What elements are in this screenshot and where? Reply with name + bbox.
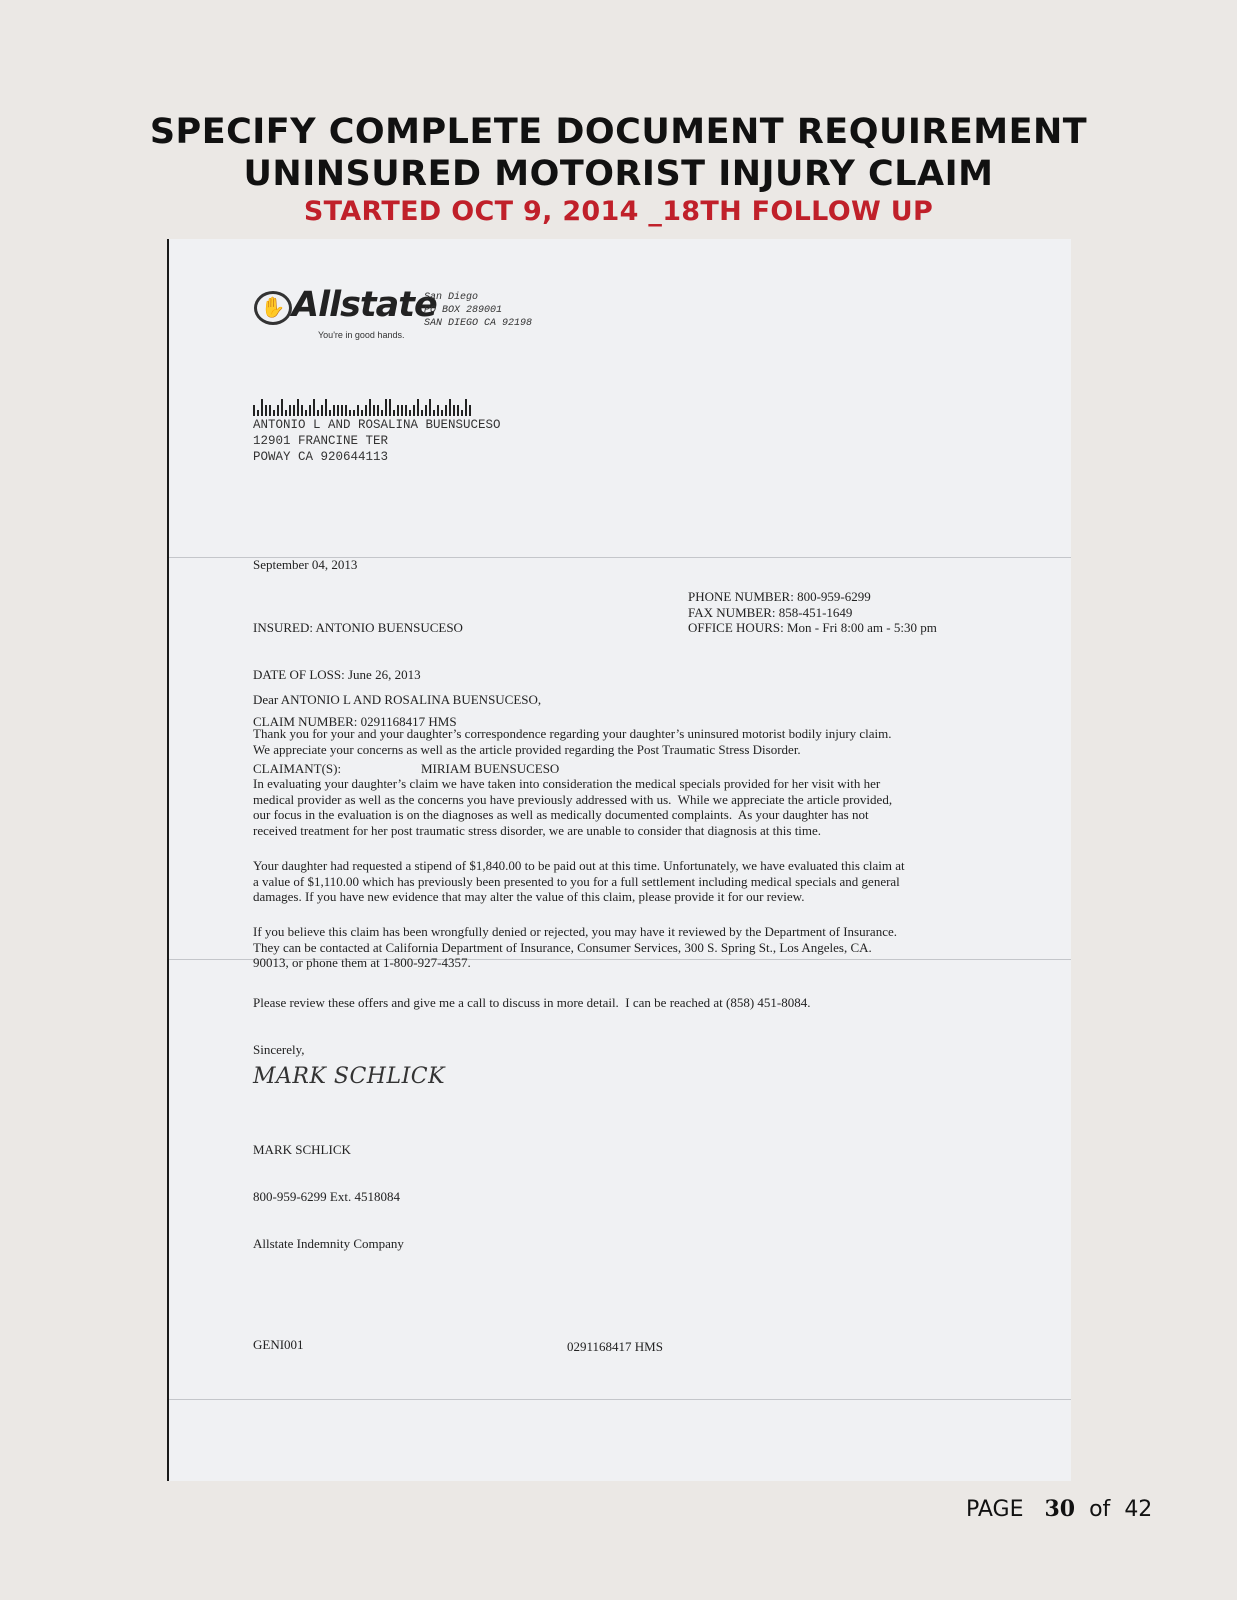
barcode-bar [289, 405, 291, 416]
closing: Sincerely, [253, 1042, 305, 1057]
barcode-bar [469, 405, 471, 416]
page-total: 42 [1124, 1497, 1153, 1522]
barcode-bar [373, 405, 375, 416]
barcode-bar [305, 410, 307, 416]
barcode-bar [445, 405, 447, 416]
office-address [424, 291, 532, 330]
barcode-bar [273, 410, 275, 416]
office-hours: OFFICE HOURS: Mon - Fri 8:00 am - 5:30 pm [688, 620, 937, 636]
fax-number: FAX NUMBER: 858-451-1649 [688, 604, 853, 620]
barcode-bar [465, 399, 467, 416]
barcode-bar [341, 405, 343, 416]
hands-logo-icon: ✋ [254, 291, 292, 325]
recipient-street: 12901 FRANCINE TER [253, 434, 389, 448]
barcode-bar [317, 410, 319, 416]
barcode-bar [389, 399, 391, 416]
barcode-bar [265, 405, 267, 416]
claim-number: CLAIM NUMBER: 0291168417 HMS [253, 713, 457, 729]
letter-date: September 04, 2013 [253, 557, 358, 572]
barcode-bar [449, 399, 451, 416]
allstate-letterhead [254, 285, 634, 351]
barcode-bar [433, 410, 435, 416]
page-label: PAGE [966, 1497, 1024, 1522]
barcode-bar [441, 410, 443, 416]
claimants-label: CLAIMANT(S): [253, 760, 342, 776]
barcode-bar [417, 399, 419, 416]
signer-block [253, 1111, 404, 1283]
footer-claim-reference: 0291168417 HMS [567, 1339, 663, 1354]
barcode-bar [253, 405, 255, 416]
barcode-bar [413, 405, 415, 416]
contact-details [688, 589, 937, 636]
handwritten-signature: MARK SCHLICK [253, 1064, 446, 1089]
barcode-bar [461, 410, 463, 416]
barcode-bar [285, 410, 287, 416]
barcode-bar [453, 405, 455, 416]
brand-tagline: You're in good hands. [318, 330, 405, 340]
recipient-address [253, 417, 501, 465]
body-paragraph-3: Your daughter had requested a stipend of $1,840.00 to be paid out at this time. Unfortunately, we have evaluated this claim at a value of $1,110.00 which has previously been presented to you for a full settlement including medical specials and general damages. If you have new evidence that may alter the value of this claim, please provide it for our review. [253, 858, 905, 905]
fold-line [169, 1399, 1071, 1400]
barcode-bar [281, 399, 283, 416]
barcode-bar [349, 410, 351, 416]
body-paragraph-2: In evaluating your daughter’s claim we have taken into consideration the medical specials provided for her visit with her medical provider as well as the concerns you have previously addressed with us. While we appreciate the article provided, our focus in the evaluation is on the diagnoses as well as medically documented complaints. As your daughter has not received treatment for her post traumatic stress disorder, we are unable to consider that diagnosis at this time. [253, 776, 893, 838]
body-paragraph-4: If you believe this claim has been wrongfully denied or rejected, you may have it reviewed by the Department of Insurance. They can be contacted at California Department of Insurance, Consumer Services, 300 S. Spring St., Los Angeles, CA. 90013, or phone them at 1-800-927-4357. [253, 924, 897, 971]
brand-name: Allstate [292, 285, 437, 325]
phone-number: PHONE NUMBER: 800-959-6299 [688, 589, 871, 604]
barcode-bar [385, 399, 387, 416]
barcode-bar [329, 410, 331, 416]
barcode-bar [401, 405, 403, 416]
barcode-bar [365, 405, 367, 416]
salutation: Dear ANTONIO L AND ROSALINA BUENSUCESO, [253, 692, 542, 707]
signer-phone: 800-959-6299 Ext. 4518084 [253, 1188, 400, 1204]
date-of-loss: DATE OF LOSS: June 26, 2013 [253, 666, 421, 682]
postal-barcode [253, 399, 471, 416]
barcode-bar [393, 410, 395, 416]
barcode-bar [437, 405, 439, 416]
body-paragraph-1: Thank you for your and your daughter’s correspondence regarding your daughter’s uninsured motorist bodily injury claim. We appreciate your concerns as well as the article provided regarding the Post Traumatic Stress Disorder. [253, 726, 892, 757]
barcode-bar [381, 410, 383, 416]
page-of-label: of [1089, 1497, 1111, 1522]
barcode-bar [277, 405, 279, 416]
page-current: 30 [1044, 1496, 1076, 1522]
barcode-bar [301, 405, 303, 416]
barcode-bar [353, 410, 355, 416]
recipient-city: POWAY CA 920644113 [253, 450, 389, 464]
scanned-letter [167, 239, 1071, 1481]
barcode-bar [369, 399, 371, 416]
barcode-bar [457, 405, 459, 416]
barcode-bar [421, 410, 423, 416]
office-city-state: SAN DIEGO CA 92198 [424, 318, 533, 329]
barcode-bar [333, 405, 335, 416]
barcode-bar [269, 405, 271, 416]
recipient-name: ANTONIO L AND ROSALINA BUENSUCESO [253, 418, 501, 432]
page-counter [966, 1496, 1152, 1522]
barcode-bar [409, 410, 411, 416]
barcode-bar [429, 399, 431, 416]
barcode-bar [257, 410, 259, 416]
barcode-bar [377, 405, 379, 416]
barcode-bar [313, 399, 315, 416]
barcode-bar [325, 399, 327, 416]
barcode-bar [357, 405, 359, 416]
insured: INSURED: ANTONIO BUENSUCESO [253, 620, 463, 636]
barcode-bar [337, 405, 339, 416]
barcode-bar [309, 405, 311, 416]
office-city: San Diego [424, 292, 479, 303]
page-subtitle-status: STARTED OCT 9, 2014 _18TH FOLLOW UP [303, 196, 934, 227]
barcode-bar [293, 405, 295, 416]
office-box: PO BOX 289001 [424, 305, 503, 316]
form-code: GENI001 [253, 1337, 304, 1352]
page-title-line-1: SPECIFY COMPLETE DOCUMENT REQUIREMENT [149, 112, 1088, 152]
barcode-bar [321, 405, 323, 416]
barcode-bar [361, 410, 363, 416]
page-title-line-2: UNINSURED MOTORIST INJURY CLAIM [243, 154, 994, 194]
barcode-bar [425, 405, 427, 416]
claimants-value: MIRIAM BUENSUCESO [421, 760, 560, 776]
barcode-bar [345, 405, 347, 416]
barcode-bar [297, 399, 299, 416]
barcode-bar [397, 405, 399, 416]
claimants [253, 761, 559, 777]
body-paragraph-5: Please review these offers and give me a call to discuss in more detail. I can be reached at (858) 451-8084. [253, 995, 811, 1010]
barcode-bar [261, 399, 263, 416]
barcode-bar [405, 405, 407, 416]
signer-company: Allstate Indemnity Company [253, 1235, 404, 1251]
signer-name: MARK SCHLICK [253, 1142, 351, 1158]
